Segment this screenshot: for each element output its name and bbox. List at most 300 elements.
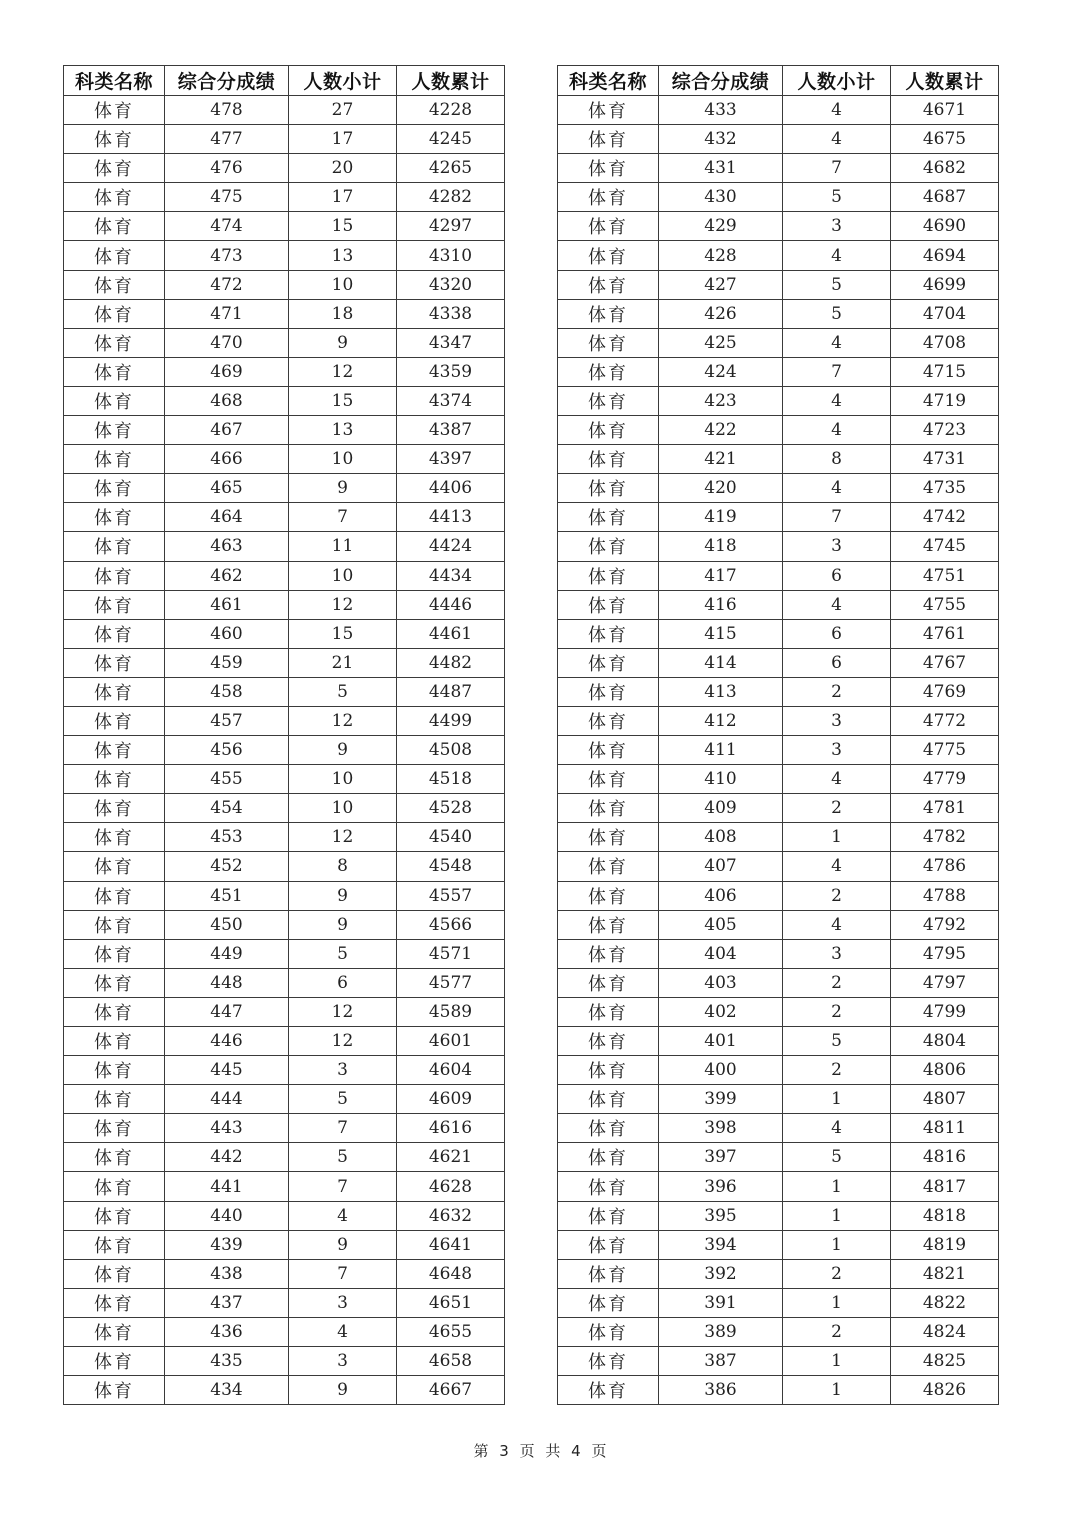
cell-score: 446	[165, 1027, 289, 1056]
cell-score: 386	[659, 1376, 783, 1405]
cell-cumulative: 4699	[891, 270, 999, 299]
cell-category: 体育	[64, 96, 165, 125]
cell-category: 体育	[64, 706, 165, 735]
cell-cumulative: 4528	[397, 794, 505, 823]
cell-category: 体育	[64, 852, 165, 881]
cell-count: 20	[289, 154, 397, 183]
table-row	[558, 1288, 999, 1317]
cell-category: 体育	[558, 183, 659, 212]
cell-count: 6	[783, 561, 891, 590]
cell-cumulative: 4374	[397, 386, 505, 415]
cell-category: 体育	[64, 125, 165, 154]
cell-cumulative: 4518	[397, 765, 505, 794]
cell-score: 411	[659, 736, 783, 765]
cell-category: 体育	[558, 212, 659, 241]
page-footer: 第 3 页 共 4 页	[473, 1442, 607, 1460]
cell-score: 418	[659, 532, 783, 561]
cell-score: 416	[659, 590, 783, 619]
cell-category: 体育	[64, 1114, 165, 1143]
cell-cumulative: 4265	[397, 154, 505, 183]
header-score: 综合分成绩	[165, 66, 289, 96]
cell-count: 1	[783, 1201, 891, 1230]
cell-count: 4	[783, 852, 891, 881]
cell-category: 体育	[64, 1230, 165, 1259]
cell-category: 体育	[558, 1143, 659, 1172]
table-row	[558, 154, 999, 183]
cell-cumulative: 4769	[891, 677, 999, 706]
cell-score: 463	[165, 532, 289, 561]
table-row	[64, 648, 505, 677]
cell-cumulative: 4719	[891, 386, 999, 415]
cell-cumulative: 4446	[397, 590, 505, 619]
cell-score: 409	[659, 794, 783, 823]
cell-count: 4	[289, 1317, 397, 1346]
table-row	[558, 1347, 999, 1376]
cell-cumulative: 4795	[891, 939, 999, 968]
cell-cumulative: 4338	[397, 299, 505, 328]
cell-cumulative: 4826	[891, 1376, 999, 1405]
cell-category: 体育	[558, 561, 659, 590]
cell-count: 1	[783, 1288, 891, 1317]
cell-cumulative: 4788	[891, 881, 999, 910]
cell-category: 体育	[558, 1201, 659, 1230]
cell-category: 体育	[558, 503, 659, 532]
table-row	[64, 590, 505, 619]
cell-category: 体育	[64, 357, 165, 386]
table-row	[64, 1114, 505, 1143]
cell-cumulative: 4775	[891, 736, 999, 765]
cell-count: 10	[289, 270, 397, 299]
cell-score: 428	[659, 241, 783, 270]
cell-score: 442	[165, 1143, 289, 1172]
cell-count: 11	[289, 532, 397, 561]
cell-category: 体育	[558, 648, 659, 677]
cell-count: 2	[783, 1317, 891, 1346]
cell-category: 体育	[558, 1172, 659, 1201]
cell-cumulative: 4604	[397, 1056, 505, 1085]
cell-category: 体育	[558, 1288, 659, 1317]
cell-category: 体育	[558, 736, 659, 765]
cell-count: 4	[783, 96, 891, 125]
table-row	[64, 532, 505, 561]
cell-category: 体育	[558, 1027, 659, 1056]
cell-score: 406	[659, 881, 783, 910]
table-row	[558, 503, 999, 532]
cell-category: 体育	[64, 677, 165, 706]
cell-count: 5	[289, 1143, 397, 1172]
cell-count: 5	[289, 939, 397, 968]
cell-cumulative: 4655	[397, 1317, 505, 1346]
cell-cumulative: 4781	[891, 794, 999, 823]
cell-count: 7	[289, 1259, 397, 1288]
cell-cumulative: 4824	[891, 1317, 999, 1346]
cell-score: 477	[165, 125, 289, 154]
cell-score: 394	[659, 1230, 783, 1259]
cell-category: 体育	[64, 416, 165, 445]
cell-category: 体育	[64, 474, 165, 503]
cell-category: 体育	[558, 881, 659, 910]
cell-cumulative: 4761	[891, 619, 999, 648]
table-row	[558, 706, 999, 735]
cell-score: 452	[165, 852, 289, 881]
cell-count: 1	[783, 1085, 891, 1114]
cell-score: 448	[165, 968, 289, 997]
table-row	[558, 823, 999, 852]
cell-category: 体育	[64, 910, 165, 939]
cell-score: 450	[165, 910, 289, 939]
cell-count: 3	[289, 1288, 397, 1317]
cell-score: 454	[165, 794, 289, 823]
table-row	[64, 125, 505, 154]
cell-score: 467	[165, 416, 289, 445]
cell-cumulative: 4731	[891, 445, 999, 474]
cell-score: 432	[659, 125, 783, 154]
cell-category: 体育	[64, 1347, 165, 1376]
cell-cumulative: 4482	[397, 648, 505, 677]
cell-count: 15	[289, 386, 397, 415]
table-body-right	[558, 96, 999, 1405]
cell-score: 451	[165, 881, 289, 910]
cell-count: 17	[289, 183, 397, 212]
cell-score: 425	[659, 328, 783, 357]
cell-cumulative: 4745	[891, 532, 999, 561]
table-row	[558, 328, 999, 357]
header-count: 人数小计	[289, 66, 397, 96]
score-table-right	[557, 65, 999, 1405]
cell-score: 436	[165, 1317, 289, 1346]
table-row	[64, 1056, 505, 1085]
table-row	[64, 1085, 505, 1114]
cell-category: 体育	[558, 590, 659, 619]
table-row	[558, 561, 999, 590]
cell-category: 体育	[64, 1172, 165, 1201]
table-row	[64, 1376, 505, 1405]
table-row	[64, 270, 505, 299]
table-row	[558, 677, 999, 706]
table-row	[558, 96, 999, 125]
table-row	[64, 1317, 505, 1346]
cell-count: 4	[783, 416, 891, 445]
cell-score: 461	[165, 590, 289, 619]
table-row	[64, 474, 505, 503]
cell-score: 430	[659, 183, 783, 212]
table-row	[64, 1201, 505, 1230]
cell-cumulative: 4742	[891, 503, 999, 532]
cell-category: 体育	[64, 1201, 165, 1230]
cell-score: 395	[659, 1201, 783, 1230]
cell-cumulative: 4461	[397, 619, 505, 648]
cell-score: 474	[165, 212, 289, 241]
cell-score: 417	[659, 561, 783, 590]
table-row	[558, 357, 999, 386]
table-row	[558, 1376, 999, 1405]
table-row	[558, 474, 999, 503]
cell-score: 456	[165, 736, 289, 765]
cell-cumulative: 4616	[397, 1114, 505, 1143]
cell-score: 475	[165, 183, 289, 212]
cell-category: 体育	[64, 765, 165, 794]
cell-score: 407	[659, 852, 783, 881]
cell-score: 402	[659, 997, 783, 1026]
cell-category: 体育	[558, 1056, 659, 1085]
cell-score: 404	[659, 939, 783, 968]
cell-cumulative: 4807	[891, 1085, 999, 1114]
cell-count: 1	[783, 823, 891, 852]
table-row	[558, 241, 999, 270]
table-row	[64, 619, 505, 648]
cell-score: 439	[165, 1230, 289, 1259]
cell-score: 455	[165, 765, 289, 794]
cell-score: 444	[165, 1085, 289, 1114]
cell-cumulative: 4540	[397, 823, 505, 852]
table-row	[64, 416, 505, 445]
cell-count: 27	[289, 96, 397, 125]
cell-count: 8	[783, 445, 891, 474]
cell-cumulative: 4755	[891, 590, 999, 619]
cell-count: 7	[289, 503, 397, 532]
cell-category: 体育	[64, 241, 165, 270]
table-row	[558, 212, 999, 241]
cell-score: 420	[659, 474, 783, 503]
table-row	[64, 445, 505, 474]
cell-category: 体育	[64, 1056, 165, 1085]
table-row	[558, 299, 999, 328]
cell-count: 1	[783, 1172, 891, 1201]
cell-count: 17	[289, 125, 397, 154]
cell-cumulative: 4601	[397, 1027, 505, 1056]
cell-count: 9	[289, 910, 397, 939]
cell-category: 体育	[558, 619, 659, 648]
cell-category: 体育	[64, 270, 165, 299]
table-row	[64, 997, 505, 1026]
table-row	[558, 416, 999, 445]
cell-score: 443	[165, 1114, 289, 1143]
cell-count: 5	[289, 677, 397, 706]
table-row	[64, 910, 505, 939]
cell-cumulative: 4782	[891, 823, 999, 852]
cell-cumulative: 4548	[397, 852, 505, 881]
cell-category: 体育	[64, 881, 165, 910]
cell-category: 体育	[64, 328, 165, 357]
table-row	[64, 241, 505, 270]
cell-cumulative: 4632	[397, 1201, 505, 1230]
cell-cumulative: 4687	[891, 183, 999, 212]
cell-score: 440	[165, 1201, 289, 1230]
cell-count: 18	[289, 299, 397, 328]
cell-count: 2	[783, 997, 891, 1026]
table-row	[558, 910, 999, 939]
cell-count: 9	[289, 881, 397, 910]
cell-category: 体育	[558, 1230, 659, 1259]
table-row	[558, 968, 999, 997]
cell-score: 478	[165, 96, 289, 125]
cell-cumulative: 4792	[891, 910, 999, 939]
table-row	[558, 1230, 999, 1259]
cell-cumulative: 4658	[397, 1347, 505, 1376]
table-row	[558, 619, 999, 648]
cell-category: 体育	[558, 270, 659, 299]
cell-category: 体育	[558, 1259, 659, 1288]
cell-score: 413	[659, 677, 783, 706]
cell-category: 体育	[558, 125, 659, 154]
cell-cumulative: 4557	[397, 881, 505, 910]
cell-count: 2	[783, 881, 891, 910]
cell-score: 424	[659, 357, 783, 386]
cell-count: 9	[289, 1230, 397, 1259]
cell-category: 体育	[558, 677, 659, 706]
cell-score: 471	[165, 299, 289, 328]
cell-count: 3	[783, 939, 891, 968]
table-row	[558, 1201, 999, 1230]
cell-count: 5	[783, 1143, 891, 1172]
table-row	[64, 1288, 505, 1317]
cell-cumulative: 4577	[397, 968, 505, 997]
table-row	[64, 328, 505, 357]
table-row	[558, 1114, 999, 1143]
table-row	[64, 1172, 505, 1201]
table-row	[64, 677, 505, 706]
table-row	[64, 357, 505, 386]
table-row	[558, 1143, 999, 1172]
cell-category: 体育	[558, 794, 659, 823]
cell-score: 433	[659, 96, 783, 125]
cell-count: 3	[289, 1056, 397, 1085]
cell-cumulative: 4648	[397, 1259, 505, 1288]
cell-cumulative: 4818	[891, 1201, 999, 1230]
table-row	[64, 1347, 505, 1376]
table-header-row	[64, 66, 505, 96]
cell-category: 体育	[64, 445, 165, 474]
cell-cumulative: 4667	[397, 1376, 505, 1405]
cell-cumulative: 4772	[891, 706, 999, 735]
cell-cumulative: 4566	[397, 910, 505, 939]
cell-count: 2	[783, 968, 891, 997]
table-row	[558, 852, 999, 881]
cell-cumulative: 4708	[891, 328, 999, 357]
table-row	[558, 125, 999, 154]
cell-count: 12	[289, 706, 397, 735]
cell-score: 399	[659, 1085, 783, 1114]
table-row	[64, 1259, 505, 1288]
cell-score: 405	[659, 910, 783, 939]
cell-cumulative: 4397	[397, 445, 505, 474]
cell-count: 7	[783, 357, 891, 386]
cell-cumulative: 4822	[891, 1288, 999, 1317]
table-row	[558, 532, 999, 561]
cell-count: 13	[289, 241, 397, 270]
cell-score: 457	[165, 706, 289, 735]
cell-score: 462	[165, 561, 289, 590]
table-row	[64, 881, 505, 910]
table-row	[558, 1085, 999, 1114]
table-header-row	[558, 66, 999, 96]
cell-cumulative: 4806	[891, 1056, 999, 1085]
cell-count: 15	[289, 212, 397, 241]
table-row	[64, 968, 505, 997]
cell-count: 4	[783, 1114, 891, 1143]
cell-cumulative: 4675	[891, 125, 999, 154]
table-row	[558, 445, 999, 474]
cell-score: 400	[659, 1056, 783, 1085]
cell-score: 426	[659, 299, 783, 328]
cell-count: 7	[289, 1114, 397, 1143]
cell-category: 体育	[64, 823, 165, 852]
cell-score: 427	[659, 270, 783, 299]
cell-score: 396	[659, 1172, 783, 1201]
table-row	[64, 212, 505, 241]
cell-count: 8	[289, 852, 397, 881]
cell-count: 5	[783, 183, 891, 212]
header-score: 综合分成绩	[659, 66, 783, 96]
cell-count: 3	[783, 212, 891, 241]
cell-category: 体育	[64, 503, 165, 532]
cell-score: 468	[165, 386, 289, 415]
cell-count: 6	[783, 619, 891, 648]
cell-score: 397	[659, 1143, 783, 1172]
table-row	[558, 997, 999, 1026]
table-body-left	[64, 96, 505, 1405]
cell-cumulative: 4779	[891, 765, 999, 794]
cell-category: 体育	[558, 1347, 659, 1376]
cell-category: 体育	[64, 1259, 165, 1288]
table-row	[558, 736, 999, 765]
table-row	[558, 1172, 999, 1201]
table-row	[558, 1317, 999, 1346]
cell-cumulative: 4819	[891, 1230, 999, 1259]
cell-count: 12	[289, 1027, 397, 1056]
cell-category: 体育	[64, 1288, 165, 1317]
cell-count: 9	[289, 474, 397, 503]
cell-count: 7	[783, 503, 891, 532]
cell-cumulative: 4821	[891, 1259, 999, 1288]
table-row	[64, 823, 505, 852]
cell-category: 体育	[558, 823, 659, 852]
cell-score: 419	[659, 503, 783, 532]
cell-cumulative: 4804	[891, 1027, 999, 1056]
cell-cumulative: 4671	[891, 96, 999, 125]
cell-count: 4	[783, 386, 891, 415]
cell-cumulative: 4359	[397, 357, 505, 386]
cell-category: 体育	[64, 1317, 165, 1346]
cell-cumulative: 4589	[397, 997, 505, 1026]
table-row	[558, 881, 999, 910]
cell-score: 466	[165, 445, 289, 474]
cell-category: 体育	[558, 445, 659, 474]
cell-score: 441	[165, 1172, 289, 1201]
cell-score: 453	[165, 823, 289, 852]
cell-count: 5	[783, 299, 891, 328]
cell-score: 421	[659, 445, 783, 474]
table-row	[64, 299, 505, 328]
cell-cumulative: 4723	[891, 416, 999, 445]
cell-category: 体育	[64, 997, 165, 1026]
cell-category: 体育	[64, 1376, 165, 1405]
cell-score: 434	[165, 1376, 289, 1405]
cell-count: 15	[289, 619, 397, 648]
cell-cumulative: 4682	[891, 154, 999, 183]
cell-cumulative: 4424	[397, 532, 505, 561]
cell-count: 3	[783, 706, 891, 735]
cell-category: 体育	[64, 794, 165, 823]
cell-category: 体育	[558, 706, 659, 735]
table-row	[64, 765, 505, 794]
cell-score: 412	[659, 706, 783, 735]
table-row	[558, 386, 999, 415]
cell-cumulative: 4817	[891, 1172, 999, 1201]
cell-cumulative: 4297	[397, 212, 505, 241]
cell-score: 465	[165, 474, 289, 503]
cell-cumulative: 4690	[891, 212, 999, 241]
